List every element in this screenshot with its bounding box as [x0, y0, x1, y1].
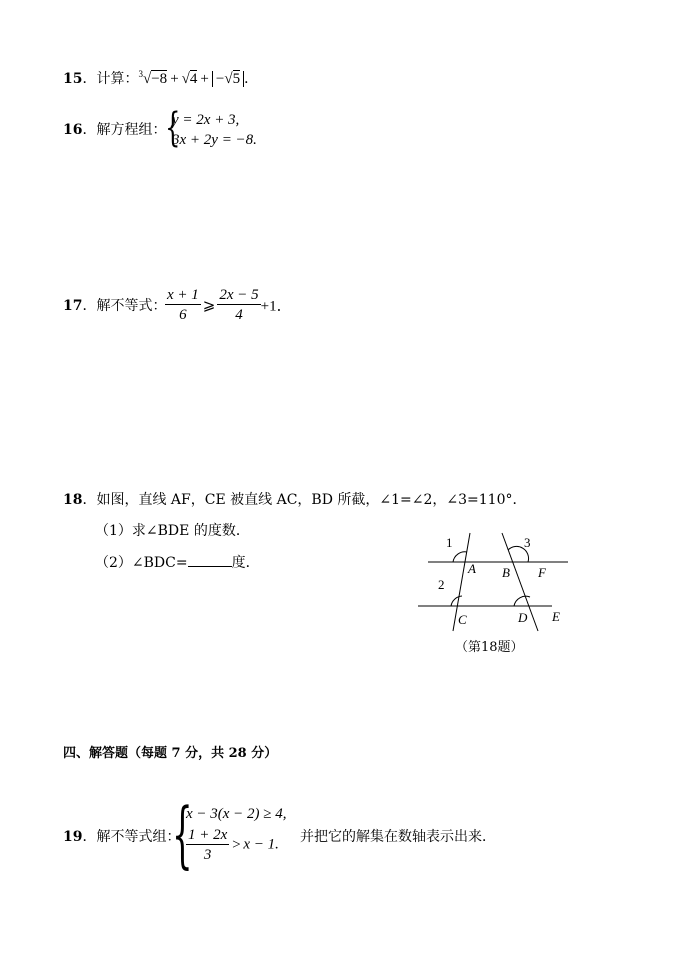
absolute-value: −√5 [212, 71, 244, 87]
question-statement: ．如图，直线 AF，CE 被直线 AC，BD 所截，∠1=∠2，∠3=110°． [82, 492, 527, 508]
equation-2: 3x + 2y = −8. [172, 132, 257, 148]
question-number: 18 [63, 492, 83, 508]
root-index: 3 [138, 69, 143, 79]
cube-root-expression: $^3$√−8 [138, 69, 168, 87]
equation-system [172, 110, 257, 150]
tail: +1． [260, 298, 292, 315]
system-brace: { [172, 792, 193, 876]
numerator: x + 1 [167, 287, 199, 303]
question-number: 16 [63, 122, 83, 138]
part-2-suffix: 度． [231, 555, 260, 571]
relation: > [231, 836, 242, 853]
label-e: E [552, 609, 560, 624]
angle-bdc-arc [514, 596, 530, 606]
question-15 [63, 66, 258, 87]
question-prompt: ．解方程组： [82, 122, 167, 138]
sqrt-expression: √4 [181, 71, 198, 87]
question-17 [63, 298, 166, 314]
radicand: 5 [232, 71, 241, 87]
question-number: 15 [63, 71, 83, 87]
denominator: 3 [203, 847, 212, 863]
question-prompt: ．计算： [82, 71, 139, 87]
part-2-prefix: （2）∠BDC= [95, 555, 188, 571]
denominator: 4 [235, 307, 243, 323]
period: ． [244, 71, 259, 87]
label-b: B [502, 565, 510, 580]
answer-blank [188, 554, 232, 567]
minus-sign: − [215, 71, 225, 87]
right-hand-side: x − 1. [243, 836, 279, 853]
fraction-right [217, 287, 260, 323]
question-number: 19 [63, 829, 83, 845]
denominator: 6 [179, 307, 187, 323]
plus-sign: + [170, 71, 179, 87]
inequality-1: x − 3(x − 2) ≥ 4, [186, 806, 287, 822]
question-18-part-1: （1）求∠BDE 的度数． [95, 523, 250, 539]
question-18 [63, 492, 526, 508]
figure-caption: （第18题） [455, 640, 524, 655]
label-f: F [538, 565, 546, 580]
question-19-tail: 并把它的解集在数轴表示出来． [300, 829, 496, 845]
question-prompt: ．解不等式： [82, 298, 167, 314]
section-heading: 四、解答题（每题 7 分，共 28 分） [63, 746, 278, 761]
label-d: D [518, 610, 528, 625]
numerator: 2x − 5 [219, 287, 259, 303]
question-18-part-2 [95, 554, 260, 571]
question-prompt: ．解不等式组： [82, 829, 181, 845]
system-brace: { [165, 105, 181, 151]
inequality-2 [186, 827, 279, 863]
label-3: 3 [524, 535, 531, 550]
fraction [186, 827, 229, 863]
label-1: 1 [446, 535, 453, 550]
numerator: 1 + 2x [188, 827, 228, 843]
radicand: −8 [151, 71, 168, 87]
inequality [165, 287, 292, 323]
question-number: 17 [63, 298, 83, 314]
angle-2-arc [451, 596, 462, 606]
fraction-left [165, 287, 201, 323]
equation-1: y = 2x + 3, [172, 112, 240, 128]
plus-sign: + [200, 71, 209, 87]
relation: ⩾ [202, 297, 216, 314]
radicand: 4 [189, 71, 198, 87]
label-2: 2 [438, 577, 445, 592]
label-a: A [468, 561, 476, 576]
question-19 [63, 829, 180, 845]
label-c: C [458, 612, 467, 627]
question-16 [63, 122, 166, 138]
